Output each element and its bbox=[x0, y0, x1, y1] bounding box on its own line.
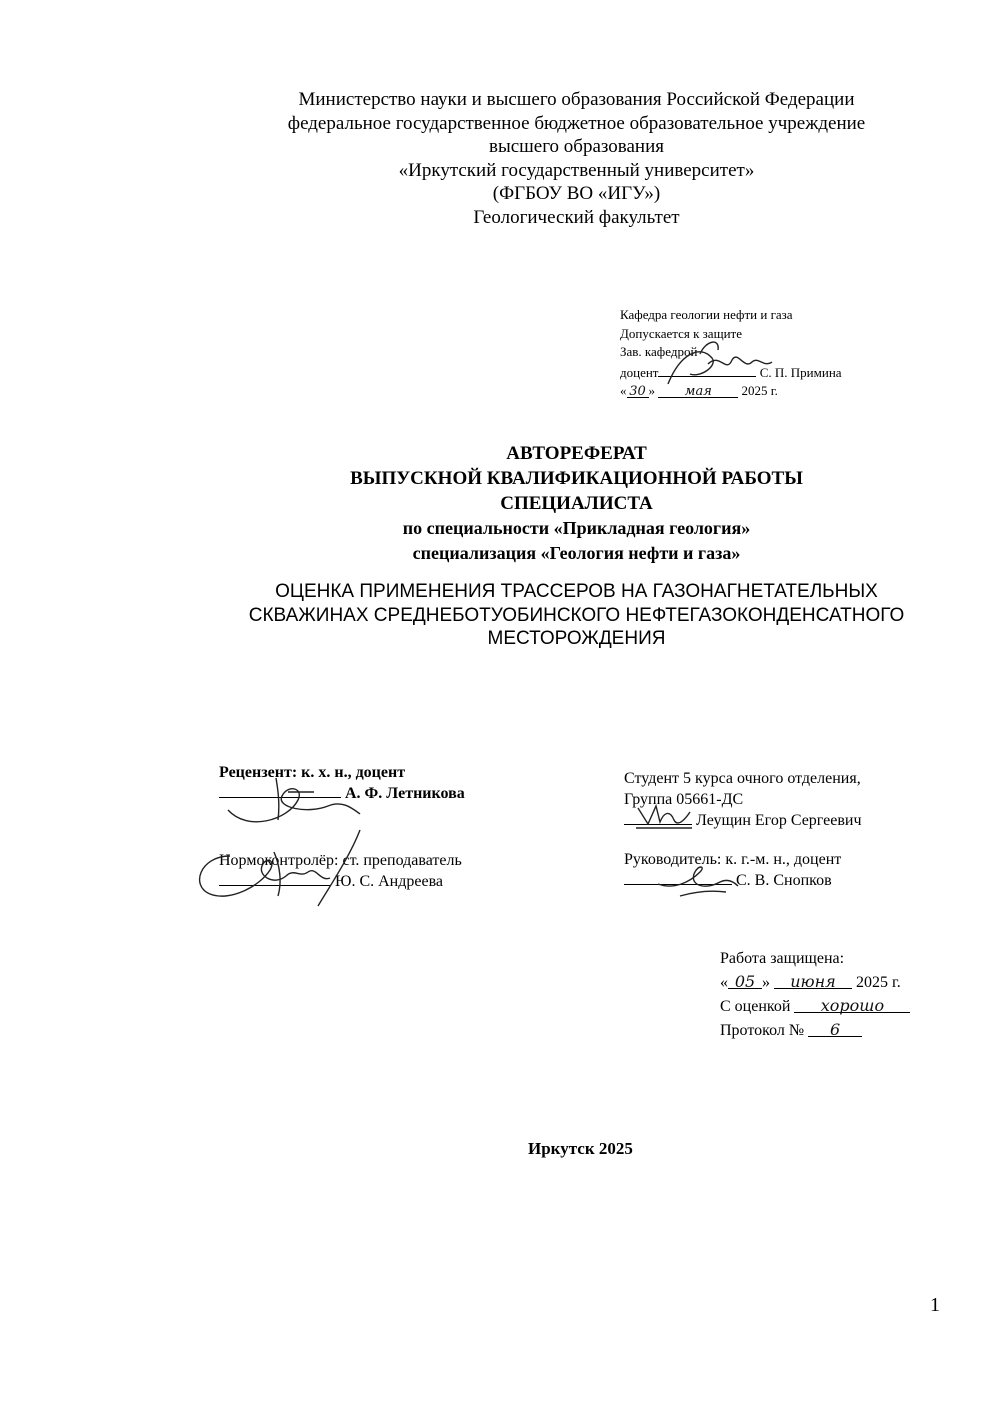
approval-year: 2025 г. bbox=[741, 383, 778, 398]
supervisor-role: Руководитель: к. г.-м. н., доцент bbox=[624, 851, 842, 868]
defense-month: июня bbox=[774, 970, 852, 989]
supervisor-name: С. В. Снопков bbox=[736, 872, 832, 889]
student-group: Группа 05661-ДС bbox=[624, 791, 744, 808]
student-signature bbox=[634, 798, 694, 834]
protocol-line bbox=[720, 1018, 910, 1042]
department-line: Кафедра геологии нефти и газа bbox=[620, 307, 793, 322]
student-role: Студент 5 курса очного отделения, bbox=[624, 770, 861, 787]
protocol-label: Протокол № bbox=[720, 1022, 805, 1039]
title-line-2: ВЫПУСКНОЙ КВАЛИФИКАЦИОННОЙ РАБОТЫ bbox=[350, 468, 803, 489]
grade-value: хорошо bbox=[794, 994, 910, 1013]
head-position: доцент bbox=[620, 364, 659, 380]
title-line-3: СПЕЦИАЛИСТА bbox=[500, 493, 653, 514]
reviewer-name: А. Ф. Летникова bbox=[345, 785, 465, 802]
title-line-1: АВТОРЕФЕРАТ bbox=[506, 443, 647, 464]
defense-day: 05 bbox=[728, 970, 762, 989]
defense-year: 2025 г. bbox=[856, 974, 901, 991]
city-year: Иркутск 2025 bbox=[528, 1139, 633, 1158]
student-name: Леущин Егор Сергеевич bbox=[696, 812, 862, 829]
defense-label: Работа защищена: bbox=[720, 950, 845, 967]
admitted-line: Допускается к защите bbox=[620, 325, 742, 341]
institution-header bbox=[0, 88, 993, 229]
specialization-line: специализация «Геология нефти и газа» bbox=[412, 543, 741, 563]
document-title bbox=[0, 441, 993, 566]
institution-type-line: федеральное государственное бюджетное образовательное учреждение bbox=[287, 112, 866, 134]
defense-date-line bbox=[720, 970, 910, 994]
thesis-topic-text: ОЦЕНКА ПРИМЕНЕНИЯ ТРАССЕРОВ НА ГАЗОНАГНЕТАТЕЛЬНЫХ СКВАЖИНАХ СРЕДНЕБОТУОБИНСКОГО НЕФТЕГАЗОКОНДЕНСАТНОГО МЕСТОРОЖДЕНИЯ bbox=[248, 581, 905, 649]
normocontroller-signature bbox=[190, 826, 370, 910]
quote-close: » bbox=[762, 974, 770, 991]
supervisor-signature bbox=[650, 860, 740, 904]
normocontroller-role: Нормоконтролёр: ст. преподаватель bbox=[219, 852, 462, 869]
approval-day: 30 bbox=[627, 383, 649, 398]
protocol-number: 6 bbox=[808, 1018, 862, 1037]
reviewer-role: Рецензент: к. х. н., доцент bbox=[219, 764, 406, 781]
education-level-line: высшего образования bbox=[488, 136, 665, 157]
ministry-line: Министерство науки и высшего образования Российской Федерации bbox=[298, 89, 855, 110]
quote-close: » bbox=[648, 383, 655, 398]
university-abbreviation: (ФГБОУ ВО «ИГУ») bbox=[492, 183, 661, 204]
faculty-name: Геологический факультет bbox=[473, 206, 680, 228]
head-signature bbox=[660, 334, 780, 404]
grade-line bbox=[720, 994, 910, 1018]
head-line: Зав. кафедрой bbox=[620, 344, 698, 359]
defense-block bbox=[720, 947, 910, 1042]
grade-label: С оценкой bbox=[720, 998, 791, 1015]
approval-month: мая bbox=[658, 383, 738, 398]
quote-open: « bbox=[620, 383, 627, 398]
university-name: «Иркутский государственный университет» bbox=[398, 159, 755, 181]
specialty-line: по специальности «Прикладная геология» bbox=[402, 518, 751, 538]
page-number: 1 bbox=[930, 1294, 940, 1316]
head-name: С. П. Примина bbox=[759, 364, 842, 380]
quote-open: « bbox=[720, 974, 728, 991]
thesis-topic bbox=[0, 580, 993, 651]
normocontroller-name: Ю. С. Андреева bbox=[335, 873, 444, 890]
